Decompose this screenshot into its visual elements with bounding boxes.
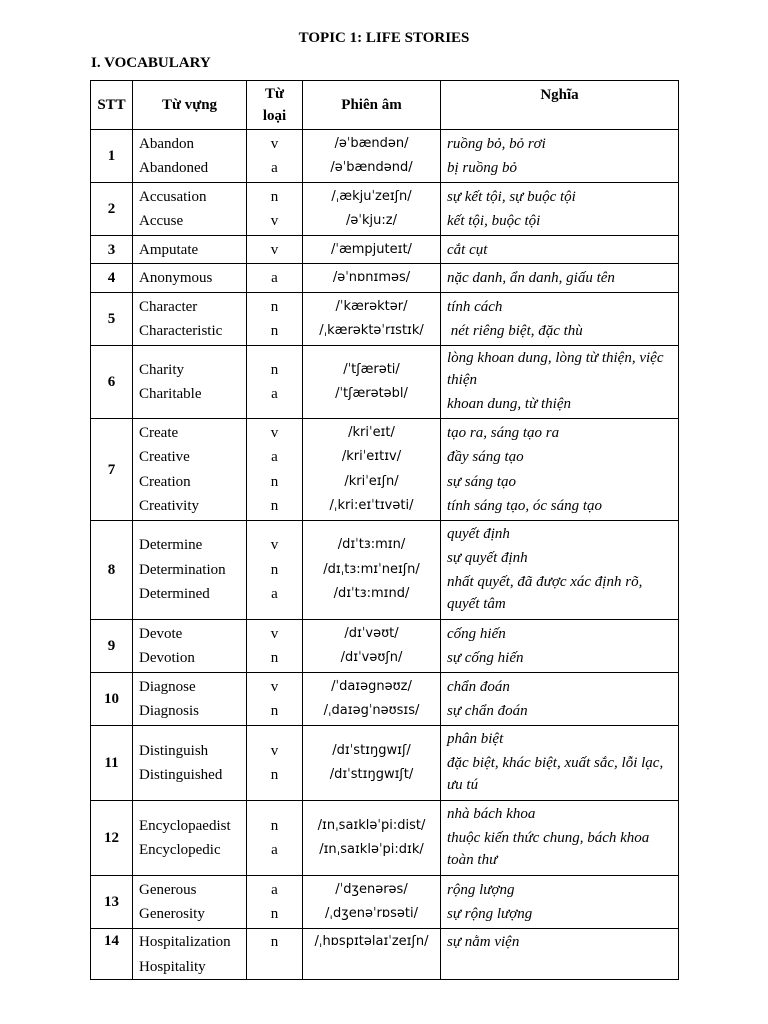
ipa: /dɪˈstɪŋgwɪʃ/ [332,742,411,758]
word-type: v [270,625,279,642]
ipa-cell [303,419,441,521]
word: Anonymous [139,270,213,286]
word: Determined [139,586,210,603]
meaning: khoan dung, từ thiện [447,396,571,412]
page-title: TOPIC 1: LIFE STORIES [298,30,470,46]
meaning-cell [441,130,679,183]
word-type: a [271,270,278,286]
word-type: n [270,298,279,315]
meaning: phân biệt [447,731,504,747]
ipa: /əˈbændənd/ [330,160,413,175]
row-number: 14 [91,929,133,980]
ipa: /əˈbændən/ [334,135,409,151]
word-type: a [271,842,278,858]
word-type: v [270,678,279,695]
row-number: 1 [91,130,133,183]
table-row [91,130,679,183]
meaning: tính cách [447,298,503,315]
word-type: n [270,817,279,834]
ipa: /kriˈeɪt/ [348,424,395,440]
ipa: /ˈtʃærəti/ [343,361,400,377]
meaning-cell [441,264,679,293]
ipa: /dɪˈvəʊt/ [344,625,399,641]
ipa-cell [303,726,441,801]
ipa-cell [303,801,441,876]
type-cell [247,620,303,673]
word: Determine [139,537,203,554]
word: Hospitality [139,958,206,975]
meaning: tạo ra, sáng tạo ra [447,424,560,441]
word: Charity [139,361,184,378]
word: Encyclopedic [139,842,221,858]
header-ipa: Phiên âm [303,81,441,130]
ipa: /əˈkju:z/ [346,213,397,228]
table-row [91,419,679,521]
meaning: sự rộng lượng [447,906,533,922]
vocab-cell [133,130,247,183]
meaning-cell [441,929,679,980]
ipa: /ɪnˌsaɪkləˈpi:dɪk/ [319,842,424,857]
type-cell [247,876,303,929]
ipa: /ˌdaɪəgˈnəʊsɪs/ [323,703,420,718]
table-row [91,929,679,980]
vocab-cell [133,726,247,801]
word-type: n [270,561,279,578]
type-cell [247,801,303,876]
word-type: v [270,742,279,759]
meaning: đặc biệt, khác biệt, xuất sắc, lỗi lạc, ưu tú [447,755,664,793]
table-row [91,346,679,419]
meaning: sự nằm viện [447,934,520,950]
ipa-cell [303,929,441,980]
vocab-cell [133,293,247,346]
table-row [91,293,679,346]
vocab-cell [133,236,247,264]
row-number: 7 [91,419,133,521]
word-type: n [270,906,279,922]
type-cell [247,264,303,293]
section-heading: I. VOCABULARY [91,55,211,71]
word: Creation [139,473,191,490]
vocab-cell [133,183,247,236]
vocab-cell [133,346,247,419]
word-type: n [270,323,279,339]
type-cell [247,293,303,346]
ipa-cell [303,183,441,236]
table-row [91,264,679,293]
meaning: quyết định [447,526,510,542]
header-meaning: Nghĩa [441,81,679,130]
ipa: /ˈtʃærətəbl/ [335,386,408,401]
ipa-cell [303,130,441,183]
row-number: 12 [91,801,133,876]
table-row [91,801,679,876]
meaning-cell [441,419,679,521]
meaning-cell [441,236,679,264]
type-cell [247,236,303,264]
meaning: cắt cụt [447,241,488,258]
vocab-cell [133,419,247,521]
ipa: /ˈæmpjuteɪt/ [331,241,412,257]
row-number: 2 [91,183,133,236]
word: Diagnose [139,678,196,695]
word: Devote [139,625,183,642]
word-type: n [270,473,279,490]
ipa-cell [303,236,441,264]
header-type-label: Từ loại [262,86,287,124]
word: Encyclopaedist [139,817,231,834]
vocab-cell [133,876,247,929]
word: Create [139,424,179,441]
table-row [91,236,679,264]
word: Determination [139,561,226,578]
word: Devotion [139,650,195,666]
ipa: /ɪnˌsaɪkləˈpi:dist/ [317,817,426,833]
table-row [91,673,679,726]
word-type: a [271,449,278,465]
meaning: nét riêng biệt, đặc thù [447,323,583,339]
vocab-cell [133,929,247,980]
word-type: a [271,586,278,603]
meaning-cell [441,521,679,620]
vocabulary-table [90,80,679,980]
header-vocab: Từ vựng [133,81,247,130]
ipa-cell [303,521,441,620]
word-type: n [270,188,279,205]
table-row [91,876,679,929]
meaning-cell [441,673,679,726]
vocab-cell [133,801,247,876]
meaning-cell [441,346,679,419]
ipa: /ˌhɒspɪtəlaɪˈzeɪʃn/ [314,934,429,949]
word: Charitable [139,386,202,402]
word: Distinguish [139,742,209,759]
row-number: 11 [91,726,133,801]
word-type: v [270,537,279,554]
row-number: 9 [91,620,133,673]
word-type: a [271,160,278,176]
ipa-cell [303,346,441,419]
ipa: /əˈnɒnɪməs/ [332,270,411,285]
ipa: /dɪˈvəʊʃn/ [340,650,403,665]
meaning: nhất quyết, đã được xác định rõ, quyết tâm [447,574,643,612]
ipa: /dɪˈstɪŋgwɪʃt/ [329,767,414,782]
type-cell [247,346,303,419]
word-type: v [270,241,279,258]
table-header-row [91,81,679,130]
row-number: 5 [91,293,133,346]
ipa: /dɪˈtɜ:mɪnd/ [333,586,410,602]
word: Generous [139,881,197,898]
table-row [91,726,679,801]
word: Abandon [139,135,194,152]
table-row [91,521,679,620]
type-cell [247,673,303,726]
ipa-cell [303,264,441,293]
row-number: 8 [91,521,133,620]
ipa: /ˌkri:eɪˈtɪvəti/ [329,498,414,513]
header-type [247,81,303,130]
meaning: sự cống hiến [447,650,524,666]
meaning: tính sáng tạo, óc sáng tạo [447,498,603,514]
ipa: /ˈkærəktər/ [335,298,408,314]
word: Distinguished [139,767,223,783]
word-type: v [270,424,279,441]
type-cell [247,521,303,620]
type-cell [247,419,303,521]
word: Amputate [139,241,199,258]
ipa: /ˈdaɪəgnəʊz/ [331,678,412,694]
row-number: 6 [91,346,133,419]
meaning-cell [441,620,679,673]
meaning-cell [441,293,679,346]
word: Characteristic [139,323,223,339]
vocab-cell [133,620,247,673]
word: Hospitalization [139,934,231,950]
meaning: đầy sáng tạo [447,449,524,465]
type-cell [247,726,303,801]
meaning: thuộc kiến thức chung, bách khoa toàn thư [447,830,650,868]
word: Accusation [139,188,207,205]
table-row [91,183,679,236]
word: Creative [139,449,190,465]
type-cell [247,929,303,980]
word-type: v [270,135,279,152]
meaning: cống hiến [447,625,506,642]
row-number: 13 [91,876,133,929]
row-number: 10 [91,673,133,726]
word-type: n [270,767,279,783]
ipa: /dɪˈtɜ:mɪn/ [337,537,406,553]
word-type: n [270,361,279,378]
row-number: 4 [91,264,133,293]
meaning: nhà bách khoa [447,806,536,822]
ipa-cell [303,673,441,726]
word: Character [139,298,198,315]
meaning-cell [441,726,679,801]
word-type: v [270,213,279,229]
ipa-cell [303,293,441,346]
meaning: rộng lượng [447,881,515,898]
meaning-cell [441,801,679,876]
meaning-cell [441,183,679,236]
word: Abandoned [139,160,209,176]
ipa-cell [303,876,441,929]
meaning-cell [441,876,679,929]
meaning: nặc danh, ẩn danh, giấu tên [447,270,615,286]
word: Generosity [139,906,205,922]
word-type: n [270,498,279,514]
meaning: kết tội, buộc tội [447,213,541,229]
ipa: /ˌdʒenəˈrɒsəti/ [325,906,418,921]
table-row [91,620,679,673]
word: Diagnosis [139,703,199,719]
ipa: /kriˈeɪtɪv/ [341,449,402,464]
word-type: a [271,386,278,402]
word-type: a [271,881,278,898]
row-number: 3 [91,236,133,264]
meaning: chẩn đoán [447,678,510,695]
word-type: n [270,934,279,950]
ipa: /dɪˌtɜ:mɪˈneɪʃn/ [323,561,420,577]
meaning: sự kết tội, sự buộc tội [447,188,576,205]
ipa: /ˌkærəktəˈrɪstɪk/ [319,323,424,338]
vocab-cell [133,264,247,293]
header-stt: STT [91,81,133,130]
meaning: sự sáng tạo [447,473,517,490]
meaning: bị ruồng bỏ [447,160,518,176]
ipa: /ˈdʒenərəs/ [335,881,408,897]
word: Accuse [139,213,184,229]
ipa: /ˌækjuˈzeɪʃn/ [331,188,412,204]
word-type: n [270,650,279,666]
ipa-cell [303,620,441,673]
type-cell [247,130,303,183]
ipa: /kriˈeɪʃn/ [344,473,399,489]
meaning: ruồng bỏ, bỏ rơi [447,135,546,152]
meaning: lòng khoan dung, lòng từ thiện, việc thiện [447,350,664,388]
word: Creativity [139,498,199,514]
table-body [91,130,679,980]
type-cell [247,183,303,236]
word-type: n [270,703,279,719]
meaning: sự quyết định [447,550,528,566]
meaning: sự chẩn đoán [447,703,528,719]
vocab-cell [133,673,247,726]
vocab-cell [133,521,247,620]
